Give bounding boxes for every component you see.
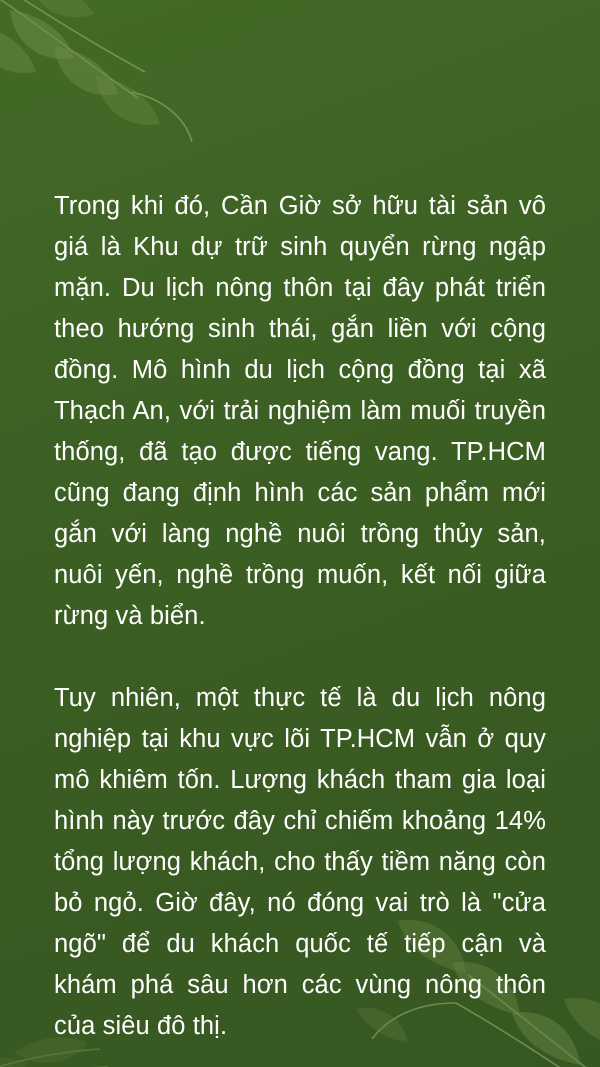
paragraph-1: Trong khi đó, Cần Giờ sở hữu tài sản vô giá là Khu dự trữ sinh quyển rừng ngập mặn. Du lịch nông thôn tại đây phát triển theo hướng sinh thái, gắn liền với cộng đồng. Mô hình du lịch cộng đồng tại xã Thạch An, với trải nghiệm làm muối truyền thống, đã tạo được tiếng vang. TP.HCM cũng đang định hình các sản phẩm mới gắn với làng nghề nuôi trồng thủy sản, nuôi yến, nghề trồng muốn, kết nối giữa rừng và biển. bbox=[54, 192, 546, 630]
paragraph-2: Tuy nhiên, một thực tế là du lịch nông nghiệp tại khu vực lõi TP.HCM vẫn ở quy mô khiêm tốn. Lượng khách tham gia loại hình này trước đây chỉ chiếm khoảng 14% tổng lượng khách, cho thấy tiềm năng còn bỏ ngỏ. Giờ đây, nó đóng vai trò là "cửa ngõ" để du khách quốc tế tiếp cận và khám phá sâu hơn các vùng nông thôn của siêu đô thị. bbox=[54, 684, 546, 1040]
